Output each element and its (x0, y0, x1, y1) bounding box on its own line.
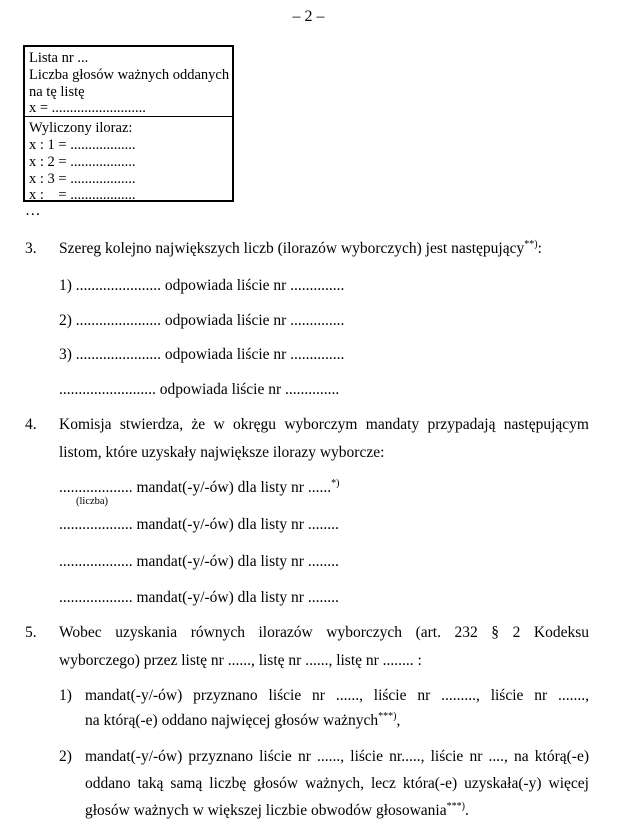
footnote-ref: *) (331, 477, 340, 489)
section-4-number: 4. (25, 416, 37, 433)
box-line-x-div-3: x : 3 = .................. (29, 171, 136, 187)
item-2-number: 2) (59, 748, 72, 765)
section-5-number: 5. (25, 624, 37, 641)
mandate-line-1 (59, 479, 339, 497)
section-3-heading (59, 240, 542, 258)
box-line-x: x = .......................... (29, 100, 146, 116)
ranking-item-1: 1) ...................... odpowiada liście nr .............. (59, 277, 345, 294)
item-2-end: . (464, 802, 469, 819)
item-1-line-1: mandat(-y/-ów) przyznano liście nr ......, liście nr ........., liście nr ......., (85, 687, 589, 704)
footnote-ref: ***) (446, 800, 465, 812)
section-3-text: Szereg kolejno największych liczb (ilorazów wyborczych) jest następujący (59, 240, 525, 257)
item-1-end: , (396, 712, 401, 729)
mandate-line-2: ................... mandat(-y/-ów) dla listy nr ........ (59, 516, 339, 533)
quotient-box (23, 45, 234, 202)
ellipsis: … (25, 202, 41, 219)
section-4-line-2: listom, które uzyskały największe ilorazy wyborcze: (59, 444, 385, 461)
box-line-x-div-2: x : 2 = .................. (29, 154, 136, 170)
item-2-line-3-text: głosów ważnych w większej liczbie obwodów głosowania (85, 802, 447, 819)
item-1-number: 1) (59, 687, 72, 704)
mandate-line-1-text: ................... mandat(-y/-ów) dla listy nr ...... (59, 479, 332, 496)
ranking-item-n: ......................... odpowiada liście nr .............. (59, 381, 340, 398)
box-line-list-number: Lista nr ... (29, 50, 89, 66)
mandate-line-3: ................... mandat(-y/-ów) dla listy nr ........ (59, 553, 339, 570)
box-line-x-div-n: x : = .................. (29, 187, 136, 203)
page-number: – 2 – (292, 8, 325, 25)
ranking-item-2: 2) ...................... odpowiada liście nr .............. (59, 312, 345, 329)
item-2-line-1: mandat(-y/-ów) przyznano liście nr ......, liście nr....., liście nr ...., na którą(-e) (85, 748, 589, 765)
section-5-line-2: wyborczego) przez listę nr ......, listę nr ......, listę nr ........ : (59, 652, 422, 669)
section-3-colon: : (537, 240, 542, 257)
footnote-ref: ***) (378, 710, 397, 722)
item-2-line-3 (85, 802, 469, 820)
box-line-quotient-label: Wyliczony iloraz: (29, 120, 133, 136)
section-4-line-1: Komisja stwierdza, że w okręgu wyborczym mandaty przypadają następującym (59, 416, 589, 433)
mandate-line-4: ................... mandat(-y/-ów) dla listy nr ........ (59, 589, 339, 606)
section-3-number: 3. (25, 240, 37, 257)
number-caption: (liczba) (76, 496, 109, 507)
item-2-line-2: oddano taką samą liczbę głosów ważnych, lecz która(-e) uzyskała(-y) więcej (85, 775, 589, 792)
item-1-line-2 (85, 712, 400, 730)
box-line-x-div-1: x : 1 = .................. (29, 137, 136, 153)
ranking-item-3: 3) ...................... odpowiada liście nr .............. (59, 346, 345, 363)
box-line-valid-votes: Liczba głosów ważnych oddanych (29, 67, 230, 83)
footnote-ref: **) (524, 238, 538, 250)
item-1-line-2-text: na którą(-e) oddano najwięcej głosów ważnych (85, 712, 379, 729)
section-5-line-1: Wobec uzyskania równych ilorazów wyborczych (art. 232 § 2 Kodeksu (59, 624, 589, 641)
box-line-for-list: na tę listę (29, 84, 85, 100)
